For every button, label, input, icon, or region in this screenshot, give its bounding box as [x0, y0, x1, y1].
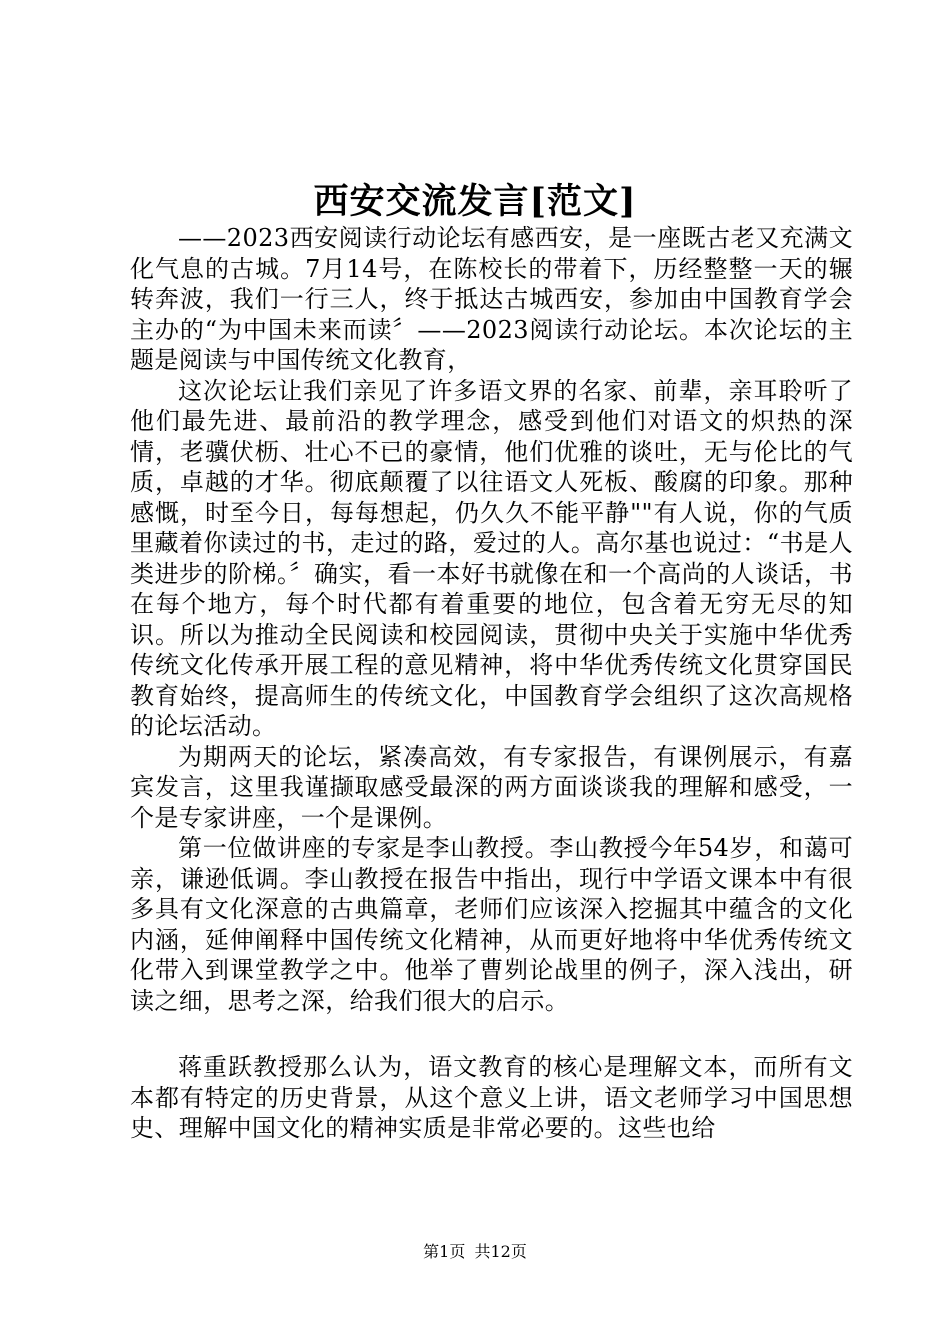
paragraph-1: ——2023西安阅读行动论坛有感西安，是一座既古老又充满文化气息的古城。7月14号，在陈校长的带着下，历经整整一天的辗转奔波，我们一行三人，终于抵达古城西安，参加由中国教育学会主办的“为中国未来而读〞——2023阅读行动论坛。本次论坛的主题是阅读与中国传统文化教育，: [130, 224, 853, 374]
page-total: 共12页: [474, 1242, 527, 1261]
page-number: 第1页: [423, 1242, 466, 1261]
document-body: [130, 223, 853, 1144]
document-title: 西安交流发言[范文]: [313, 181, 637, 222]
paragraph-4: 第一位做讲座的专家是李山教授。李山教授今年54岁，和蔼可亲，谦逊低调。李山教授在报告中指出，现行中学语文课本中有很多具有文化深意的古典篇章，老师们应该深入挖掘其中蕴含的文化内涵，延伸阐释中国传统文化精神，从而更好地将中华优秀传统文化带入到课堂教学之中。他举了曹刿论战里的例子，深入浅出，研读之细，思考之深，给我们很大的启示。: [130, 834, 853, 1015]
paragraph-3: 为期两天的论坛，紧凑高效，有专家报告，有课例展示，有嘉宾发言，这里我谨撷取感受最深的两方面谈谈我的理解和感受，一个是专家讲座，一个是课例。: [130, 742, 853, 832]
page-footer: [0, 1242, 950, 1262]
paragraph-5: 蒋重跃教授那么认为，语文教育的核心是理解文本，而所有文本都有特定的历史背景，从这个意义上讲，语文老师学习中国思想史、理解中国文化的精神实质是非常必要的。这些也给: [130, 1053, 853, 1142]
paragraph-2: 这次论坛让我们亲见了许多语文界的名家、前辈，亲耳聆听了他们最先进、最前沿的教学理念，感受到他们对语文的炽热的深情，老骥伏枥、壮心不已的豪情，他们优雅的谈吐，无与伦比的气质，卓越的才华。彻底颠覆了以往语文人死板、酸腐的印象。那种感慨，时至今日，每每想起，仍久久不能平静""有人说，你的气质里藏着你读过的书，走过的路，爱过的人。高尔基也说过：“书是人类进步的阶梯。〞确实，看一本好书就像在和一个高尚的人谈话，书在每个地方，每个时代都有着重要的地位，包含着无穷无尽的知识。所以为推动全民阅读和校园阅读，贯彻中央关于实施中华优秀传统文化传承开展工程的意见精神，将中华优秀传统文化贯穿国民教育始终，提高师生的传统文化，中国教育学会组织了这次高规格的论坛活动。: [130, 376, 853, 740]
